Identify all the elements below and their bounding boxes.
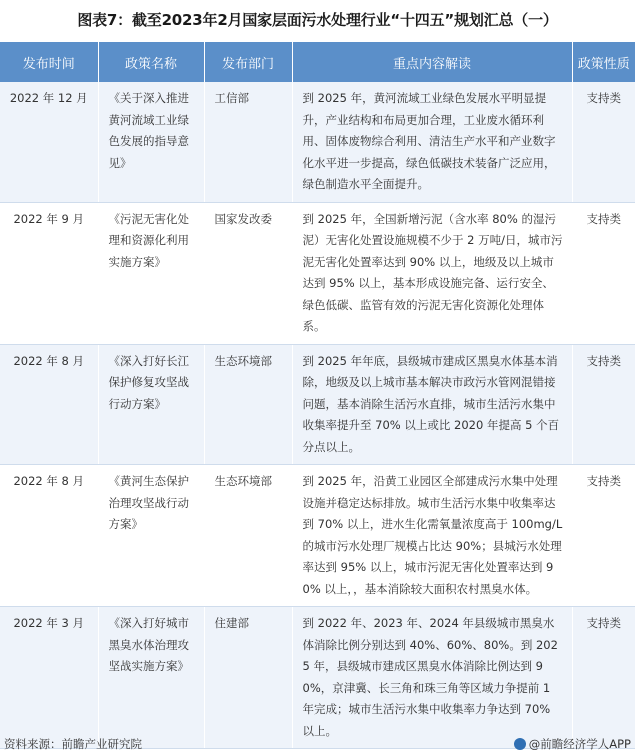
- cell-nature: 支持类: [572, 607, 635, 749]
- table-row: [0, 202, 635, 344]
- header-content: 重点内容解读: [292, 42, 572, 82]
- header-dept: 发布部门: [204, 42, 292, 82]
- cell-policy-name: 《深入打好长江保护修复攻坚战行动方案》: [98, 344, 204, 465]
- policy-table: [0, 42, 635, 749]
- footer: [0, 733, 635, 755]
- cell-content: 到 2025 年，黄河流域工业绿色发展水平明显提升，产业结构和布局更加合理，工业废水循环利用、固体废物综合利用、清洁生产水平和产业数字化水平进一步提高，绿色低碳技术装备广泛应用，绿色制造水平全面提升。: [292, 82, 572, 202]
- table-row: [0, 465, 635, 607]
- cell-content: 到 2025 年，全国新增污泥（含水率 80% 的湿污泥）无害化处置设施规模不少于 2 万吨/日，城市污泥无害化处置率达到 90% 以上，地级及以上城市达到 95% 以上，基本形成设施完备、运行安全、绿色低碳、监管有效的污泥无害化资源化处理体系。: [292, 202, 572, 344]
- cell-date: 2022 年 3 月: [0, 607, 98, 749]
- cell-dept: 国家发改委: [204, 202, 292, 344]
- brand-logo-icon: [514, 738, 526, 750]
- table-row: [0, 607, 635, 749]
- cell-policy-name: 《关于深入推进黄河流域工业绿色发展的指导意见》: [98, 82, 204, 202]
- cell-policy-name: 《深入打好城市黑臭水体治理攻坚战实施方案》: [98, 607, 204, 749]
- brand-credit: [514, 736, 631, 752]
- table-row: [0, 344, 635, 465]
- cell-content: 到 2025 年，沿黄工业园区全部建成污水集中处理设施并稳定达标排放。城市生活污水集中收集率达到 70% 以上，进水生化需氧量浓度高于 100mg/L 的城市污水处理厂规模占比达 90%；县城污水处理率达到 95% 以上，城市污泥无害化处置率达到 90% 以上，，基本消除较大面积农村黑臭水体。: [292, 465, 572, 607]
- source-note: 资料来源：前瞻产业研究院: [4, 737, 142, 751]
- cell-date: 2022 年 8 月: [0, 344, 98, 465]
- cell-dept: 生态环境部: [204, 465, 292, 607]
- cell-policy-name: 《污泥无害化处理和资源化利用实施方案》: [98, 202, 204, 344]
- page-title: 图表7：截至2023年2月国家层面污水处理行业“十四五”规划汇总（一）: [77, 11, 558, 29]
- brand-label: @前瞻经济学人APP: [528, 737, 631, 751]
- cell-dept: 住建部: [204, 607, 292, 749]
- header-nature: 政策性质: [572, 42, 635, 82]
- cell-date: 2022 年 8 月: [0, 465, 98, 607]
- cell-nature: 支持类: [572, 465, 635, 607]
- header-name: 政策名称: [98, 42, 204, 82]
- cell-nature: 支持类: [572, 202, 635, 344]
- cell-content: 到 2025 年年底，县级城市建成区黑臭水体基本消除，地级及以上城市基本解决市政污水管网混错接问题，基本消除生活污水直排，城市生活污水集中收集率提升至 70% 以上或比 2020 年提高 5 个百分点以上。: [292, 344, 572, 465]
- cell-dept: 工信部: [204, 82, 292, 202]
- cell-date: 2022 年 12 月: [0, 82, 98, 202]
- cell-nature: 支持类: [572, 82, 635, 202]
- cell-policy-name: 《黄河生态保护治理攻坚战行动方案》: [98, 465, 204, 607]
- cell-nature: 支持类: [572, 344, 635, 465]
- cell-content: 到 2022 年、2023 年、2024 年县级城市黑臭水体消除比例分别达到 40%、60%、80%。到 2025 年，县级城市建成区黑臭水体消除比例达到 90%，京津冀、长三角和珠三角等区域力争提前 1 年完成；城市生活污水集中收集率力争达到 70% 以上。: [292, 607, 572, 749]
- table-row: [0, 82, 635, 202]
- cell-dept: 生态环境部: [204, 344, 292, 465]
- header-date: 发布时间: [0, 42, 98, 82]
- cell-date: 2022 年 9 月: [0, 202, 98, 344]
- table-header-row: [0, 42, 635, 82]
